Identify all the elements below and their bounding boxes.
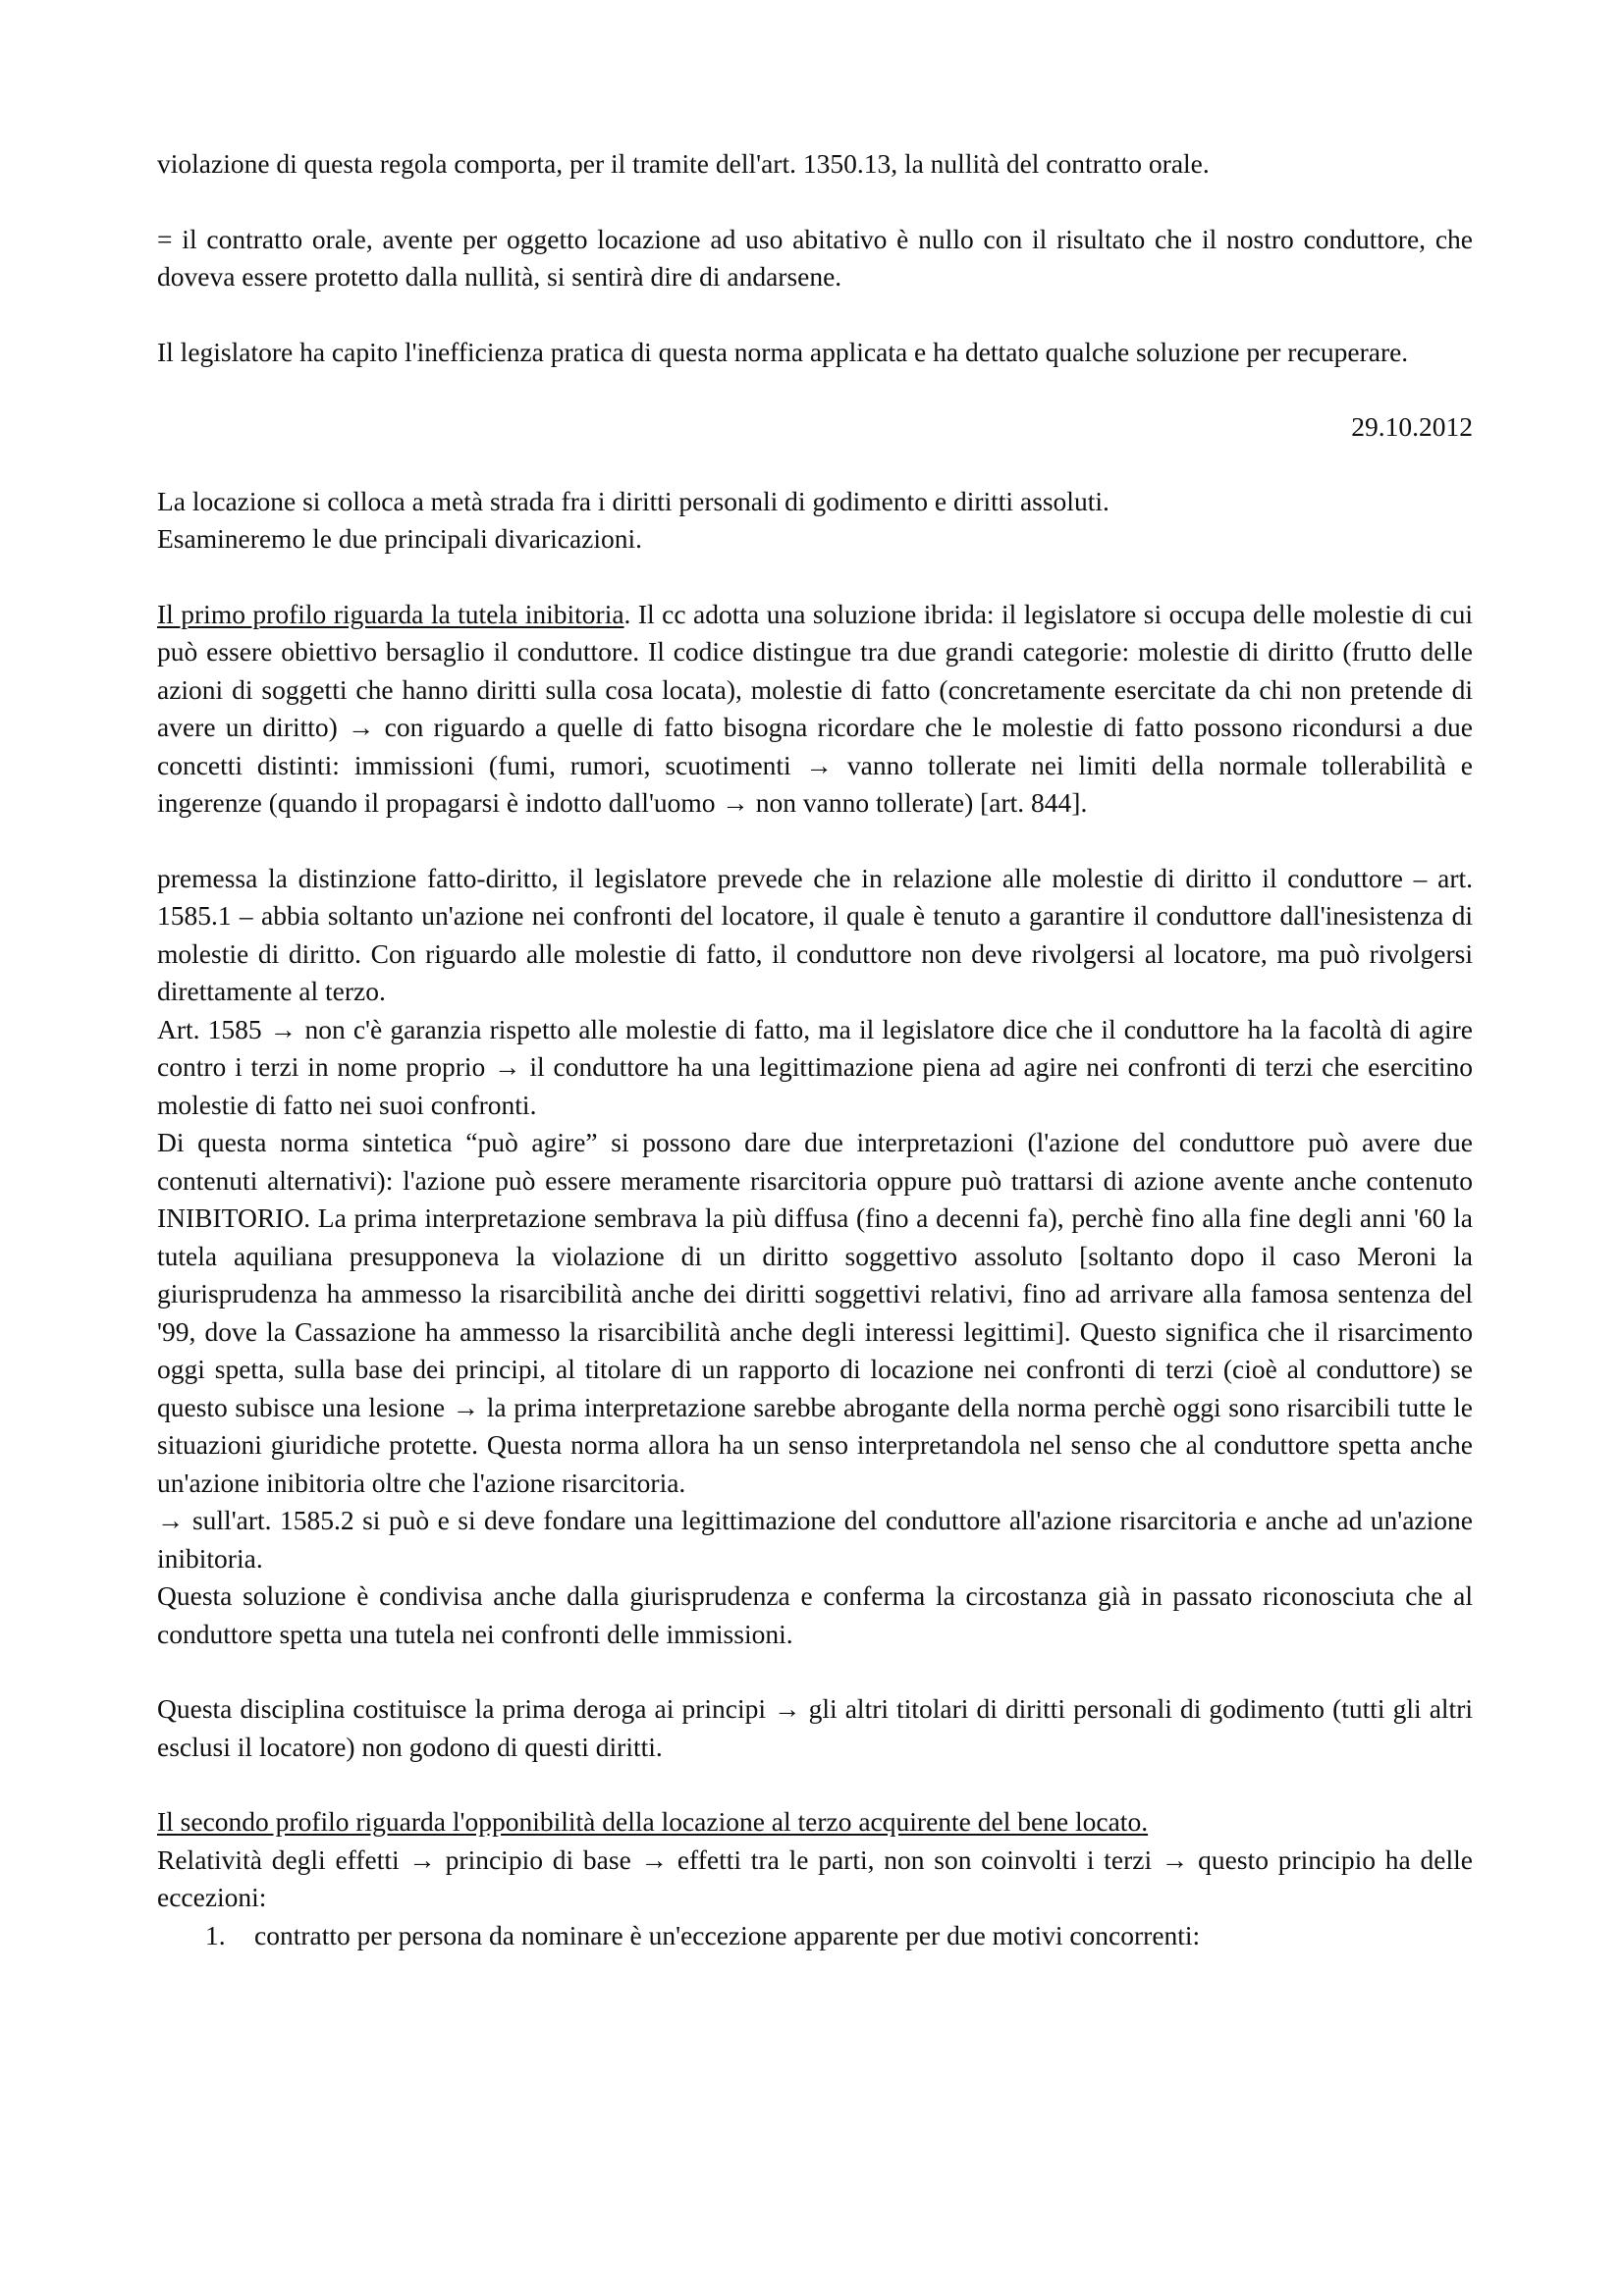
eccezioni-list bbox=[157, 1917, 1473, 1955]
intro-line-2: Esamineremo le due principali divaricazioni. bbox=[157, 523, 643, 554]
paragraph-prima-deroga: Questa disciplina costituisce la prima deroga ai principi → gli altri titolari di diritti personali di godimento (tutti gli altri esclusi il locatore) non godono di questi diritti. bbox=[157, 1693, 1473, 1762]
paragraph-giurisprudenza: Questa soluzione è condivisa anche dalla giurisprudenza e conferma la circostanza già in passato riconosciuta che al conduttore spetta una tutela nei confronti delle immissioni. bbox=[157, 1580, 1473, 1649]
lecture-date: 29.10.2012 bbox=[1351, 411, 1473, 442]
list-item-text: contratto per persona da nominare è un'eccezione apparente per due motivi concorrenti: bbox=[254, 1919, 1201, 1950]
paragraph-interpretazioni: Di questa norma sintetica “può agire” si possono dare due interpretazioni (l'azione del conduttore può avere due contenuti alternativi): l'azione può essere meramente risarcitoria oppure può trattarsi di azione avente anche contenuto INIBITORIO. La prima interpretazione sembrava la più diffusa (fino a decenni fa), perchè fino alla fine degli anni '60 la tutela aquiliana presupponeva la violazione di un diritto soggettivo assoluto [soltanto dopo il caso Meroni la giurisprudenza ha ammesso la risarcibilità anche dei diritti soggettivi relativi, fino ad arrivare alla famosa sentenza del '99, dove la Cassazione ha ammesso la risarcibilità anche degli interessi legittimi]. Questo significa che il risarcimento oggi spetta, sulla base dei principi, al titolare di un rapporto di locazione nei confronti di terzi (cioè al conduttore) se questo subisce una lesione → la prima interpretazione sarebbe abrogante della norma perchè oggi sono risarcibili tutte le situazioni giuridiche protette. Questa norma allora ha un senso interpretandola nel senso che al conduttore spetta anche un'azione inibitoria oltre che l'azione risarcitoria. bbox=[157, 1127, 1473, 1498]
paragraph-art-1585-2: → sull'art. 1585.2 si può e si deve fondare una legittimazione del conduttore all'azione risarcitoria e anche ad un'azione inibitoria. bbox=[157, 1505, 1473, 1574]
tutela-inibitoria-body: . Il cc adotta una soluzione ibrida: il legislatore si occupa delle molestie di cui può essere obiettivo bersaglio il conduttore. Il codice distingue tra due grandi categorie: molestie di diritto (frutto delle azioni di soggetti che hanno diritti sulla cosa locata), molestie di fatto (concretamente esercitate da chi non pretende di avere un diritto) → con riguardo a quelle di fatto bisogna ricordare che le molestie di fatto possono ricondursi a due concetti distinti: immissioni (fumi, rumori, scuotimenti → vanno tollerate nei limiti della normale tollerabilità e ingerenze (quando il propagarsi è indotto dall'uomo → non vanno tollerate) [art. 844]. bbox=[157, 598, 1473, 818]
opponibilita-heading-text: Il secondo profilo riguarda l'opponibilità della locazione al terzo acquirente del bene locato. bbox=[157, 1806, 1149, 1837]
paragraph-fatto-diritto: premessa la distinzione fatto-diritto, il legislatore prevede che in relazione alle molestie di diritto il conduttore – art. 1585.1 – abbia soltanto un'azione nei confronti del locatore, il quale è tenuto a garantire il conduttore dall'inesistenza di molestie di diritto. Con riguardo alle molestie di fatto, il conduttore non deve rivolgersi al locatore, ma può rivolgersi direttamente al terzo. bbox=[157, 862, 1473, 1006]
section-heading-tutela-inibitoria: Il primo profilo riguarda la tutela inibitoria bbox=[157, 598, 624, 629]
list-item bbox=[157, 1917, 1473, 1955]
intro-line-1: La locazione si colloca a metà strada fra i diritti personali di godimento e diritti assoluti. bbox=[157, 485, 1109, 516]
paragraph-nullita-contratto-orale: violazione di questa regola comporta, per il tramite dell'art. 1350.13, la nullità del contratto orale. bbox=[157, 148, 1210, 179]
document-page bbox=[157, 145, 1473, 1954]
list-item-number: 1. bbox=[205, 1919, 226, 1950]
paragraph-relativita-effetti: Relatività degli effetti → principio di base → effetti tra le parti, non son coinvolti i terzi → questo principio ha delle eccezioni: bbox=[157, 1843, 1473, 1912]
paragraph-locazione-intro bbox=[157, 483, 1473, 559]
section-heading-opponibilita bbox=[157, 1803, 1473, 1842]
paragraph-tutela-inibitoria bbox=[157, 596, 1473, 823]
paragraph-art-1585: Art. 1585 → non c'è garanzia rispetto alle molestie di fatto, ma il legislatore dice che il conduttore ha la facoltà di agire contro i terzi in nome proprio → il conduttore ha una legittimazione piena ad agire nei confronti di terzi che esercitino molestie di fatto nei suoi confronti. bbox=[157, 1013, 1473, 1120]
paragraph-legislatore-soluzione: Il legislatore ha capito l'inefficienza pratica di questa norma applicata e ha dettato qualche soluzione per recuperare. bbox=[157, 336, 1409, 367]
paragraph-contratto-orale-nullo: = il contratto orale, avente per oggetto locazione ad uso abitativo è nullo con il risultato che il nostro conduttore, che doveva essere protetto dalla nullità, si sentirà dire di andarsene. bbox=[157, 223, 1473, 292]
